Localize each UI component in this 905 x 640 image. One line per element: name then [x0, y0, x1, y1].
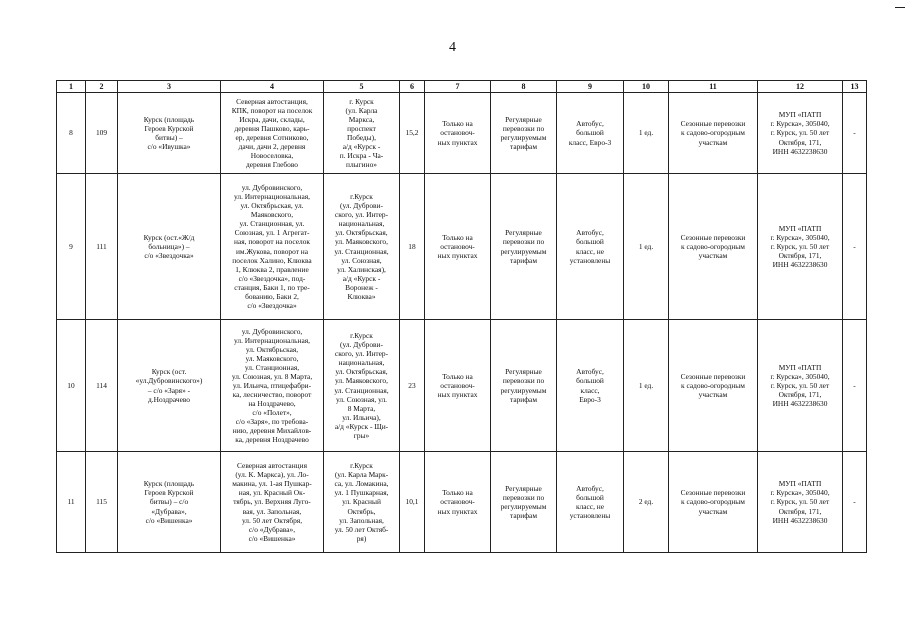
- carrier: МУП «ПАТП г. Курска», 305040, г. Курск, ул. 50 лет Октября, 171, ИНН 4632238630: [758, 452, 843, 553]
- schedule: Сезонные перевозки к садово-огородным участкам: [669, 174, 758, 320]
- carrier: МУП «ПАТП г. Курска», 305040, г. Курск, ул. 50 лет Октября, 171, ИНН 4632238630: [758, 174, 843, 320]
- transport-type: Регулярные перевозки по регулируемым тарифам: [491, 174, 557, 320]
- route-number: 111: [86, 174, 118, 320]
- schedule: Сезонные перевозки к садово-огородным участкам: [669, 452, 758, 553]
- vehicle-qty: 2 ед.: [624, 452, 669, 553]
- route-stops: Северная автостанция, КПК, поворот на поселок Искра, дачи, склады, деревня Пашково, карь- ер, деревня Сотниково, дачи, дачи 2, деревня Новоселовка, деревня Глебово: [221, 93, 324, 174]
- header-cell: 12: [758, 81, 843, 93]
- route-name: Курск (площадь Героев Курской битвы) – с/о «Ивушка»: [118, 93, 221, 174]
- header-cell: 5: [324, 81, 400, 93]
- col-13: -: [843, 320, 867, 452]
- vehicle-qty: 1 ед.: [624, 93, 669, 174]
- vehicle-class: Автобус, большой класс, не установлены: [557, 452, 624, 553]
- route-streets: г.Курск (ул. Карла Марк- са, ул. Ломакина, ул. 1 Пушкарная, ул. Красный Октябрь, ул. Запольная, ул. 50 лет Октяб- ря): [324, 452, 400, 553]
- route-streets: г.Курск (ул. Дуброви- ского, ул. Интер- национальная, ул. Октябрьская, ул. Маяковского, ул. Станционная, ул. Союзная, ул. 8 Марта, ул. Ильича), а/д «Курск - Щи- гры»: [324, 320, 400, 452]
- col-13: -: [843, 93, 867, 174]
- row-number: 11: [57, 452, 86, 553]
- page-number: 4: [449, 40, 456, 55]
- header-row: [57, 81, 867, 93]
- vehicle-qty: 1 ед.: [624, 320, 669, 452]
- header-cell: 6: [400, 81, 425, 93]
- carrier: МУП «ПАТП г. Курска», 305040, г. Курск, ул. 50 лет Октября, 171, ИНН 4632238630: [758, 320, 843, 452]
- transport-type: Регулярные перевозки по регулируемым тарифам: [491, 93, 557, 174]
- table-row: [57, 174, 867, 320]
- stop-order: Только на остановоч- ных пунктах: [425, 320, 491, 452]
- header-cell: 11: [669, 81, 758, 93]
- row-number: 10: [57, 320, 86, 452]
- table-row: [57, 93, 867, 174]
- route-number: 115: [86, 452, 118, 553]
- stop-order: Только на остановоч- ных пунктах: [425, 452, 491, 553]
- route-streets: г.Курск (ул. Дуброви- ского, ул. Интер- национальная, ул. Октябрьская, ул. Маяковского, ул. Станционная, ул. Союзная, ул. Халинская), а/д «Курск - Воронеж - Клюква»: [324, 174, 400, 320]
- col-13: -: [843, 452, 867, 553]
- route-name: Курск (ост. «ул.Дубровинского») – с/о «Заря» - д.Ноздрачево: [118, 320, 221, 452]
- table-row: [57, 320, 867, 452]
- carrier: МУП «ПАТП г. Курска», 305040, г. Курск, ул. 50 лет Октября, 171, ИНН 4632238630: [758, 93, 843, 174]
- vehicle-class: Автобус, большой класс, Евро-3: [557, 93, 624, 174]
- vehicle-class: Автобус, большой класс, не установлены: [557, 174, 624, 320]
- route-stops: ул. Дубровинского, ул. Интернациональная, ул. Октябрьская, ул. Маяковского, ул. Станционная, ул. Союзная, ул. 8 Марта, ул. Ильича, птицефабри- ка, лесничество, поворот на Ноздрачево, с/о «Полет», с/о «Заря», по требова- нию, деревня Михайлов- ка, деревня Ноздрачево: [221, 320, 324, 452]
- transport-type: Регулярные перевозки по регулируемым тарифам: [491, 452, 557, 553]
- route-streets: г. Курск (ул. Карла Маркса, проспект Победы), а/д «Курск - п. Искра - Ча- плыгино»: [324, 93, 400, 174]
- route-length: 15,2: [400, 93, 425, 174]
- vehicle-class: Автобус, большой класс, Евро-3: [557, 320, 624, 452]
- route-name: Курск (площадь Героев Курской битвы) – с/о «Дубрава», с/о «Вишенка»: [118, 452, 221, 553]
- route-stops: Северная автостанция (ул. К. Маркса), ул. Ло- макина, ул. 1-ая Пушкар- ная, ул. Красный Ок- тябрь, ул. Верхняя Луго- вая, ул. Запольная, ул. 50 лет Октября, с/о «Дубрава», с/о «Вишенка»: [221, 452, 324, 553]
- schedule: Сезонные перевозки к садово-огородным участкам: [669, 93, 758, 174]
- header-cell: 1: [57, 81, 86, 93]
- vehicle-qty: 1 ед.: [624, 174, 669, 320]
- header-cell: 13: [843, 81, 867, 93]
- route-number: 109: [86, 93, 118, 174]
- header-cell: 3: [118, 81, 221, 93]
- row-number: 9: [57, 174, 86, 320]
- stop-order: Только на остановоч- ных пунктах: [425, 93, 491, 174]
- row-number: 8: [57, 93, 86, 174]
- corner-mark: [895, 7, 905, 8]
- route-length: 18: [400, 174, 425, 320]
- header-cell: 7: [425, 81, 491, 93]
- route-name: Курск (ост.«Ж/д больница») – с/о «Звездочка»: [118, 174, 221, 320]
- stop-order: Только на остановоч- ных пунктах: [425, 174, 491, 320]
- route-stops: ул. Дубровинского, ул. Интернациональная, ул. Октябрьская, ул. Маяковского, ул. Станционная, ул. Союзная, ул. 1 Агрегат- ная, поворот на поселок им.Жукова, поворот на поселок Халино, Клюква 1, Клюква 2, правление с/о «Звездочка», под- станция, Баки 1, по тре- бованию, Баки 2, с/о «Звездочка»: [221, 174, 324, 320]
- transport-type: Регулярные перевозки по регулируемым тарифам: [491, 320, 557, 452]
- header-cell: 10: [624, 81, 669, 93]
- table-row: [57, 452, 867, 553]
- schedule: Сезонные перевозки к садово-огородным участкам: [669, 320, 758, 452]
- col-13: -: [843, 174, 867, 320]
- route-number: 114: [86, 320, 118, 452]
- header-cell: 9: [557, 81, 624, 93]
- route-length: 10,1: [400, 452, 425, 553]
- header-cell: 4: [221, 81, 324, 93]
- header-cell: 8: [491, 81, 557, 93]
- header-cell: 2: [86, 81, 118, 93]
- route-length: 23: [400, 320, 425, 452]
- routes-table: [56, 80, 867, 553]
